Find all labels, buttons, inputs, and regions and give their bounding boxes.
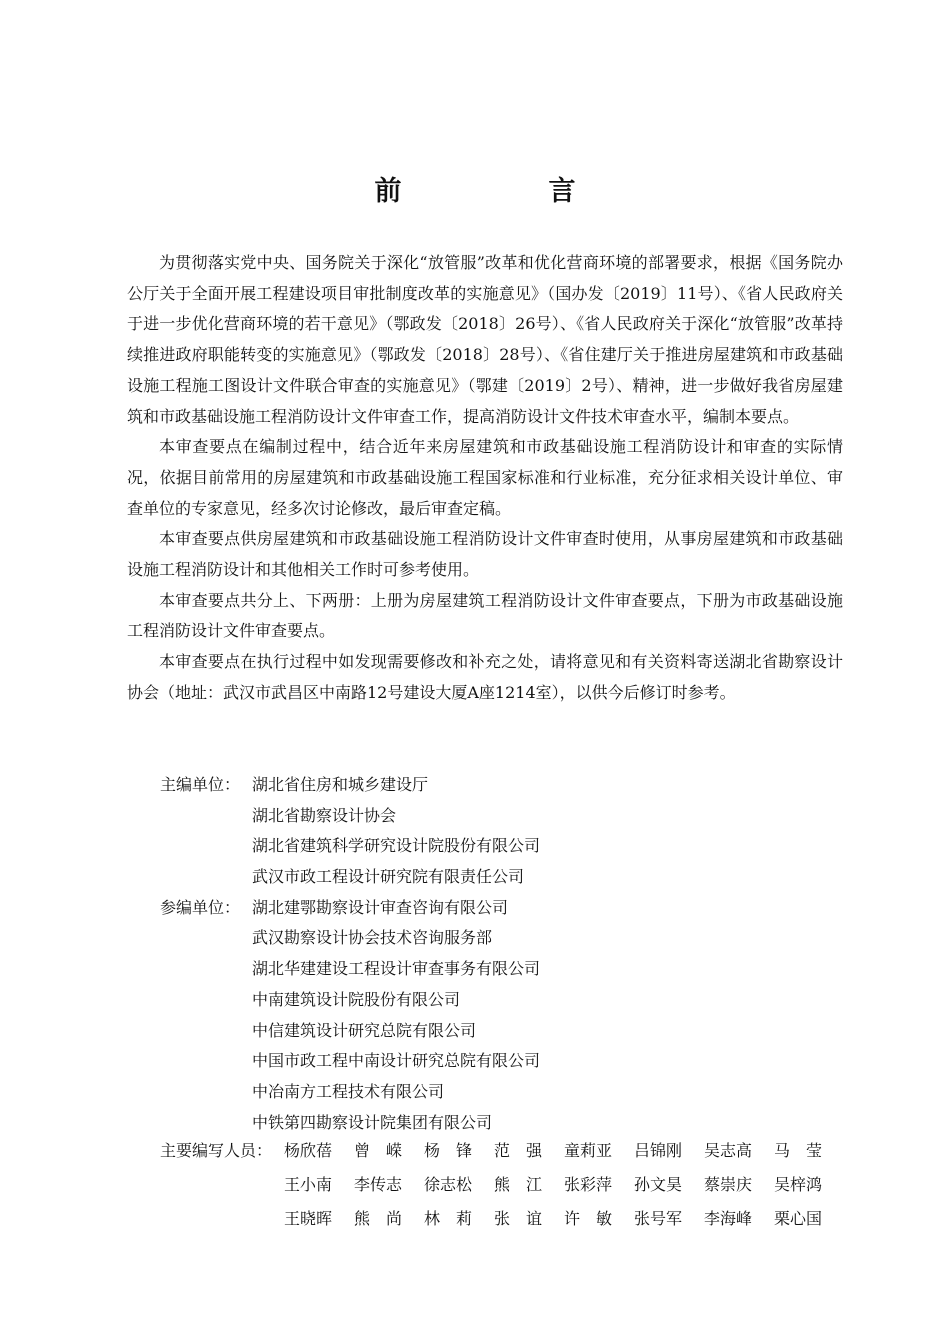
unit-item: 武汉市政工程设计研究院有限责任公司 (252, 867, 525, 887)
unit-item: 湖北省建筑科学研究设计院股份有限公司 (252, 836, 541, 856)
author-name: 张彩萍 (564, 1175, 613, 1194)
authors-row (284, 1136, 860, 1170)
author-name: 杨欣蓓 (284, 1141, 333, 1160)
author-name: 马 莹 (774, 1141, 823, 1160)
author-name: 李传志 (354, 1175, 403, 1194)
author-name: 范 强 (494, 1141, 543, 1160)
preface-body (127, 248, 843, 709)
unit-item: 中铁第四勘察设计院集团有限公司 (252, 1112, 493, 1132)
participating-units (160, 893, 840, 1139)
unit-item: 中信建筑设计研究总院有限公司 (252, 1020, 477, 1040)
authors-label: 主要编写人员： (160, 1141, 273, 1160)
author-name: 熊 尚 (354, 1209, 403, 1228)
paragraph: 本审查要点在编制过程中，结合近年来房屋建筑和市政基础设施工程消防设计和审查的实际情况，依据目前常用的房屋建筑和市政基础设施工程国家标准和行业标准，充分征求相关设计单位、审查单位的专家意见，经多次讨论修改，最后审查定稿。 (127, 437, 843, 518)
paragraph: 本审查要点供房屋建筑和市政基础设施工程消防设计文件审查时使用，从事房屋建筑和市政基础设施工程消防设计和其他相关工作时可参考使用。 (127, 529, 843, 580)
author-name: 孙文昊 (634, 1175, 683, 1194)
paragraph: 本审查要点在执行过程中如发现需要修改和补充之处，请将意见和有关资料寄送湖北省勘察设计协会（地址：武汉市武昌区中南路12号建设大厦A座1214室），以供今后修订时参考。 (127, 652, 843, 702)
chief-units-label: 主编单位： (160, 775, 241, 794)
author-name: 蔡崇庆 (704, 1175, 753, 1194)
paragraph: 为贯彻落实党中央、国务院关于深化“放管服”改革和优化营商环境的部署要求，根据《国务院办公厅关于全面开展工程建设项目审批制度改革的实施意见》（国办发〔2019〕11号）、《省人民政府关于进一步优化营商环境的若干意见》（鄂政发〔2018〕26号）、《省人民政府关于深化“放管服”改革持续推进政府职能转变的实施意见》（鄂政发〔2018〕28号）、《省住建厅关于推进房屋建筑和市政基础设施工程施工图设计文件联合审查的实施意见》（鄂建〔2019〕2号）、精神，进一步做好我省房屋建筑和市政基础设施工程消防设计文件审查工作，提高消防设计文件技术审查水平，编制本要点。 (127, 253, 843, 426)
author-name: 吴志高 (704, 1141, 753, 1160)
authors-row (284, 1170, 860, 1204)
author-name: 王小南 (284, 1175, 333, 1194)
author-name: 张 谊 (494, 1209, 543, 1228)
author-name: 徐志松 (424, 1175, 473, 1194)
page-title: 前 言 (374, 176, 636, 207)
authors-row (284, 1204, 860, 1238)
unit-item: 湖北省勘察设计协会 (252, 805, 397, 825)
unit-item: 中南建筑设计院股份有限公司 (252, 989, 461, 1009)
author-name: 许 敏 (564, 1209, 613, 1228)
author-name: 栗心国 (774, 1209, 823, 1228)
paragraph: 本审查要点共分上、下两册：上册为房屋建筑工程消防设计文件审查要点，下册为市政基础设施工程消防设计文件审查要点。 (127, 590, 843, 641)
units-section (160, 770, 840, 1138)
participating-units-label: 参编单位： (160, 897, 241, 917)
unit-item: 中冶南方工程技术有限公司 (252, 1081, 445, 1101)
author-name: 吴梓鸿 (774, 1175, 823, 1194)
authors-list (284, 1136, 860, 1238)
author-name: 张号军 (634, 1209, 683, 1228)
author-name: 杨 锋 (424, 1141, 473, 1160)
unit-item: 湖北建鄂勘察设计审查咨询有限公司 (252, 897, 509, 917)
author-name: 曾 嵘 (354, 1141, 403, 1160)
author-name: 熊 江 (494, 1175, 543, 1194)
authors-section (160, 1136, 860, 1238)
unit-item: 武汉勘察设计协会技术咨询服务部 (252, 928, 493, 948)
unit-item: 中国市政工程中南设计研究总院有限公司 (252, 1051, 541, 1071)
author-name: 林 莉 (424, 1209, 473, 1228)
author-name: 童莉亚 (564, 1141, 613, 1160)
author-name: 王晓晖 (284, 1209, 333, 1228)
unit-item: 湖北华建建设工程设计审查事务有限公司 (252, 959, 541, 979)
unit-item: 湖北省住房和城乡建设厅 (252, 775, 429, 794)
chief-units (160, 770, 840, 893)
author-name: 李海峰 (704, 1209, 753, 1228)
chief-units-list (252, 770, 840, 893)
author-name: 吕锦刚 (634, 1141, 683, 1160)
participating-units-list (252, 893, 840, 1139)
